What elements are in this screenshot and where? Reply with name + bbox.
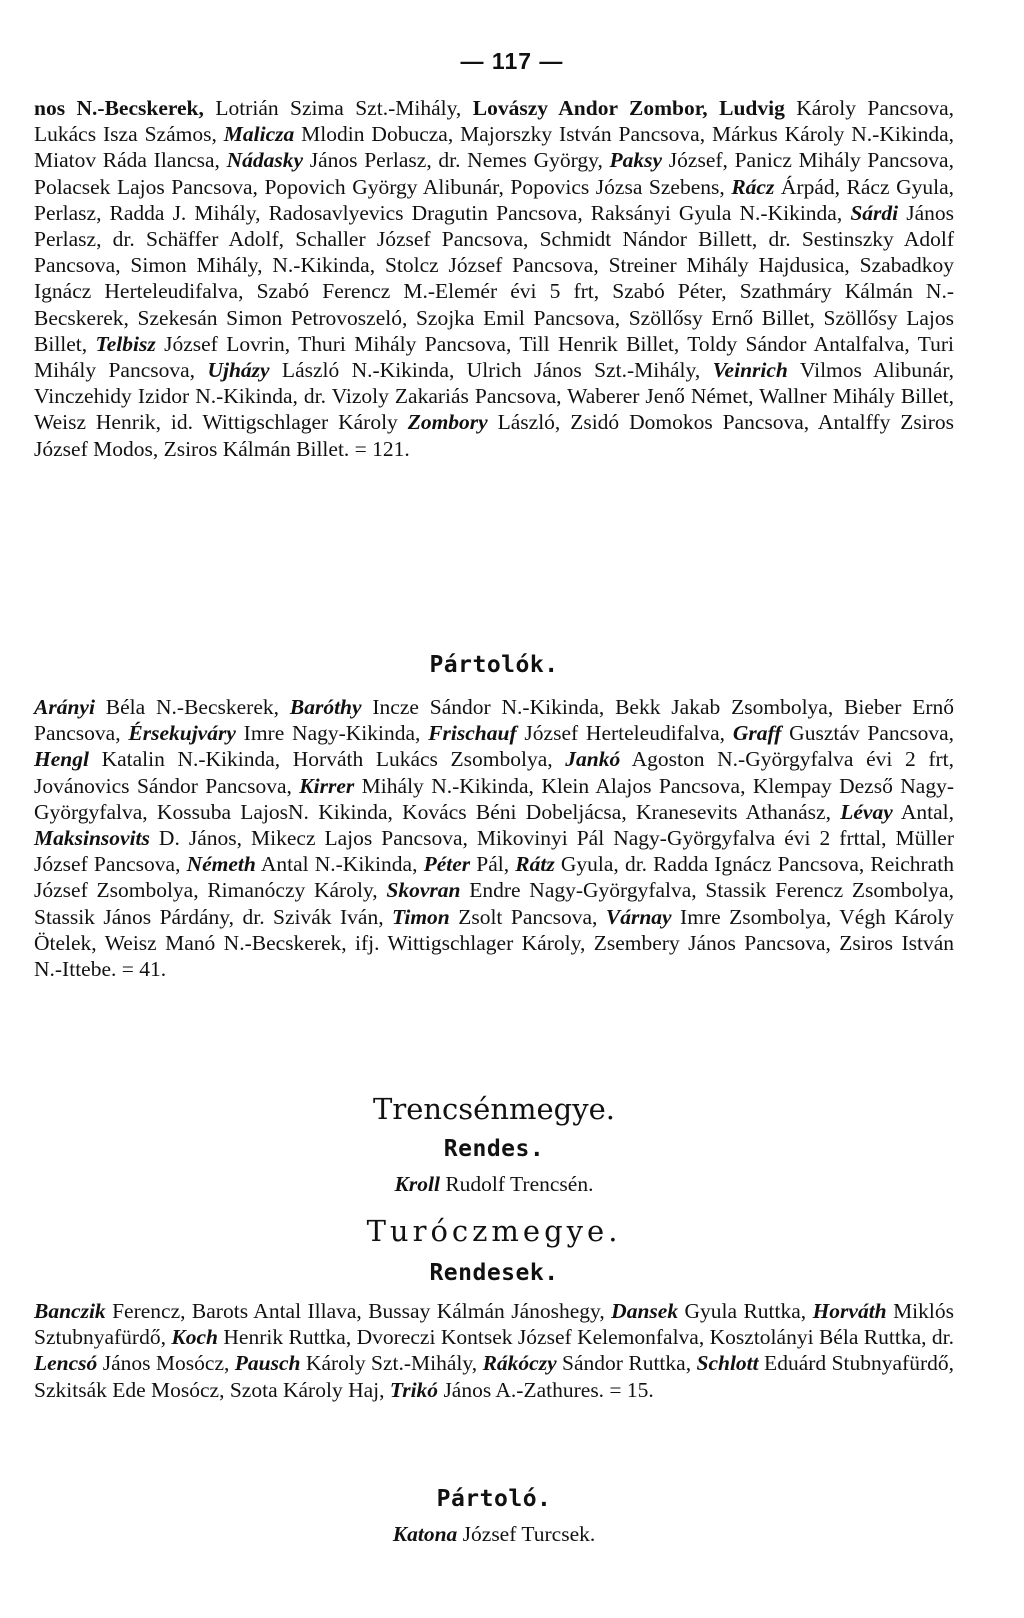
highlighted-name: Skovran [386,878,461,903]
text-run: József, Panicz Mihály Pancsova, Polacsek Lajos Pancsova, Popovich György Alibunár, Popovics Józsa Szebens, [34,148,954,199]
text-run: János Perlasz, dr. Schäffer Adolf, Schaller József Pancsova, Schmidt Nándor Billett, dr. Sestinszky Adolf Pancsova, Simon Mihály, N.-Kikinda, Stolcz József Pancsova, Streiner Mihály Hajdusica, Szabadkoy Ignácz Herteleudifalva, Szabó Ferencz M.-Elemér évi 5 frt, Szabó Péter, Szathmáry Kálmán N.-Becskerek, Szekesán Simon Petrovoszeló, Szojka Emil Pancsova, Szöllősy Ernő Billet, Szöllősy Lajos Billet, [34,200,955,356]
highlighted-name: Várnay [605,904,672,929]
highlighted-name: Banczik [34,1299,106,1323]
text-run: Lotrián Szima Szt.-Mihály, [215,96,473,120]
text-run: Béla N.-Becskerek, [94,695,290,719]
text-run: Gusztáv Pancsova, [781,721,955,746]
text-run: József Turcsek. [457,1522,596,1546]
text-run: Antal N.-Kikinda, [255,852,424,877]
highlighted-name: Lévay [840,799,893,824]
text-run: János Mosócz, [97,1351,235,1376]
text-run: Endre Nagy-Györgyfalva, Stassik Ferencz Zsombolya, Stassik János Párdány, dr. Szivák Iván, [34,878,954,929]
highlighted-name: Koch [171,1325,218,1350]
text-run: Lovászy Andor Zombor, Ludvig [472,96,797,120]
text-run: Gyula, dr. Radda Ignácz Pancsova, Reichrath József Zsombolya, Rimanóczy Károly, [34,852,954,903]
section-heading-partolo: Pártoló. [436,1486,552,1512]
text-run: József Herteleudifalva, [516,721,733,746]
text-run: Miklós Sztubnyafürdő, [34,1299,955,1350]
highlighted-name: Katona [392,1522,458,1546]
highlighted-name: Arányi [34,695,95,719]
section-heading-partolok: Pártolók. [429,652,559,678]
highlighted-name: Graff [732,721,782,746]
text-run: Gyula Ruttka, [678,1299,813,1323]
highlighted-name: Kirrer [299,773,355,798]
text-run: Vilmos Alibunár, Vinczehidy Izidor N.-Kikinda, dr. Vizoly Zakariás Pancsova, Waberer Jenő Német, Wallner Mihály Billet, Weisz Henrik, id. Wittigschlager Károly [34,358,955,435]
highlighted-name: Rátz [515,852,555,877]
highlighted-name: Rácz [731,174,775,199]
highlighted-name: Lencsó [34,1351,98,1376]
text-run: nos N.-Becskerek, [34,96,216,120]
page-number: — 117 — [460,48,564,74]
highlighted-name: Kroll [394,1172,440,1196]
highlighted-name: Péter [423,852,471,877]
section-heading-rendes: Rendes. [443,1136,545,1162]
supporter-line-katona [34,1522,954,1547]
text-run: János A.-Zathures. = 15. [438,1377,654,1402]
section-heading-rendesek: Rendesek. [429,1260,559,1286]
highlighted-name: Dansek [611,1299,679,1323]
highlighted-name: Ujházy [207,358,270,383]
text-run: Imre Zsombolya, Végh Károly Ötelek, Weisz Manó N.-Becskerek, ifj. Wittigschlager Károly, Zsembery János Pancsova, Zsiros István N.-Ittebe. = 41. [34,904,954,982]
highlighted-name: Maksinsovits [34,826,150,851]
highlighted-name: Horváth [812,1299,887,1323]
member-line-kroll [34,1172,954,1197]
text-run: Mlodin Dobucza, Majorszky István Pancsova, Márkus Károly N.-Kikinda, Miatov Ráda Ilancsa, [34,122,954,173]
highlighted-name: Malicza [223,122,295,147]
text-run: Agoston N.-Györgyfalva évi 2 frt, Jovánovics Sándor Pancsova, [34,747,954,798]
highlighted-name: Frischauf [428,721,517,746]
text-run: János Perlasz, dr. Nemes György, [303,148,610,173]
text-run: Imre Nagy-Kikinda, [235,721,429,746]
highlighted-name: Pausch [234,1351,301,1376]
text-run: Katalin N.-Kikinda, Horváth Lukács Zsombolya, [88,747,566,772]
county-heading-trencsen: Trencsénmegye. [373,1092,615,1126]
highlighted-name: Zomborу [407,410,488,435]
text-run: D. János, Mikecz Lajos Pancsova, Mikovinyi Pál Nagy-Györgyfalva évi 2 frttal, Müller József Pancsova, [34,826,954,877]
text-run: László N.-Kikinda, Ulrich János Szt.-Mihály, [269,358,713,383]
text-run: József Lovrin, Thuri Mihály Pancsova, Till Henrik Billet, Toldy Sándor Antalfalva, Turi Mihály Pancsova, [34,331,954,383]
highlighted-name: Telbisz [95,331,156,356]
text-run: Árpád, Rácz Gyula, Perlasz, Radda J. Mihály, Radosavlyevics Dragutin Pancsova, Raksányi Gyula N.-Kikinda, [34,174,954,225]
text-run: Mihály N.-Kikinda, Klein Alajos Pancsova, Klempay Dezső Nagy-Györgyfalva, Kossuba LajosN. Kikinda, Kovács Béni Dobeljácsa, Kranesevits Athanász, [34,773,954,824]
text-run: Sándor Ruttka, [556,1351,697,1376]
highlighted-name: Paksy [609,148,663,173]
highlighted-name: Sárdi [850,200,899,225]
text-run: Pál, [470,852,516,877]
text-run: Incze Sándor N.-Kikinda, Bekk Jakab Zsombolya, Bieber Ernő Pancsova, [34,695,955,746]
highlighted-name: Timon [392,904,450,929]
text-run: Eduárd Stubnyafürdő, Szkitsák Ede Mosócz, Szota Károly Haj, [34,1351,954,1402]
highlighted-name: Rákóczy [482,1351,557,1376]
highlighted-name: Baróthy [289,695,362,719]
supporters-list-1 [34,694,954,982]
text-run: Zsolt Pancsova, [449,904,606,929]
highlighted-name: Hengl [34,747,89,772]
highlighted-name: Németh [186,852,256,877]
text-run: Rudolf Trencsén. [439,1172,594,1196]
text-run: Károly Pancsova, Lukács Isza Számos, [34,96,954,147]
highlighted-name: Schlott [696,1351,759,1376]
text-run: Ferencz, Barots Antal Illava, Bussay Kálmán Jánoshegy, [105,1299,612,1323]
county-heading-turocz: Turóczmegye. [366,1214,622,1248]
highlighted-name: Jankó [565,747,621,772]
highlighted-name: Érsekujváry [128,721,236,746]
text-run: László, Zsidó Domokos Pancsova, Antalffy Zsiros József Modos, Zsiros Kálmán Billet. = 121. [34,410,954,461]
highlighted-name: Nádasky [226,148,304,173]
text-run: Henrik Ruttka, Dvoreczi Kontsek József Kelemonfalva, Kosztolányi Béla Ruttka, dr. [217,1325,954,1350]
highlighted-name: Trikó [389,1377,439,1402]
text-run: Károly Szt.-Mihály, [300,1351,483,1376]
text-run: Antal, [892,799,954,824]
members-list-turocz [34,1298,954,1403]
highlighted-name: Veinrich [712,358,788,383]
members-list-1 [34,95,954,462]
